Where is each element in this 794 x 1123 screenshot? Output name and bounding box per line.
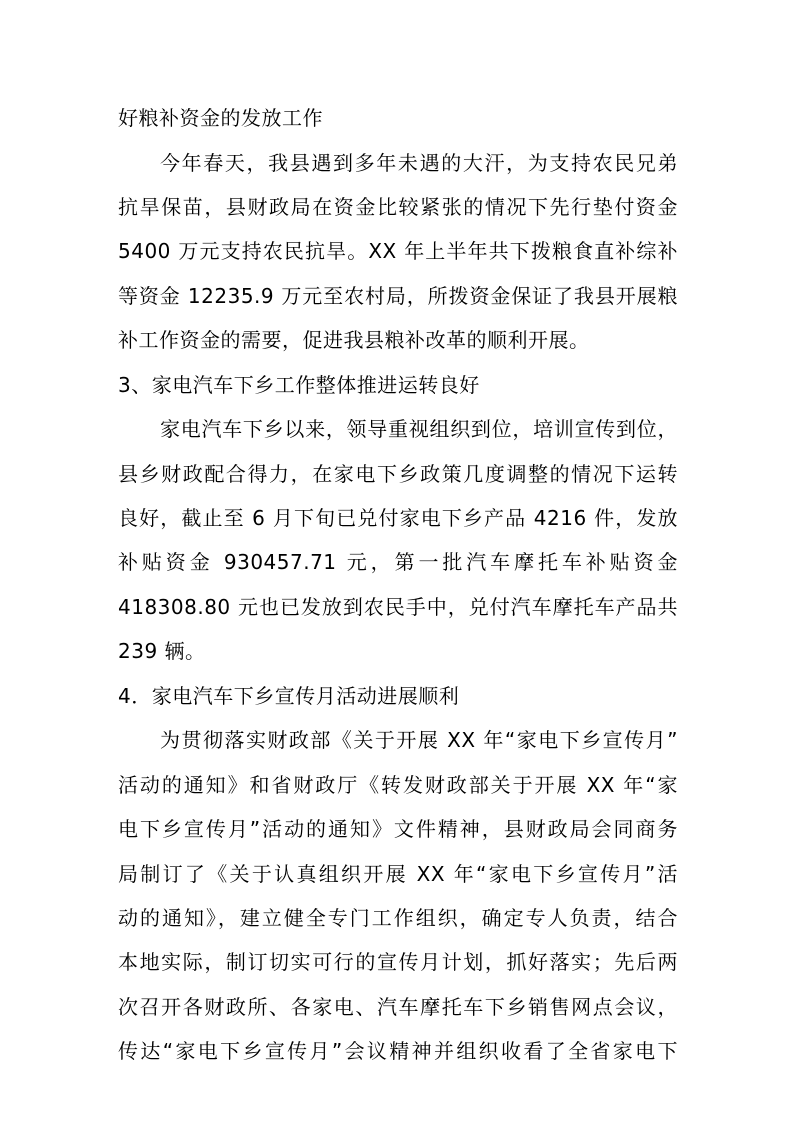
- text-line: 今年春天，我县遇到多年未遇的大汗，为支持农民兄弟: [160, 151, 678, 175]
- text-line: 良好，截止至 6 月下旬已兑付家电下乡产品 4216 件，发放: [118, 506, 678, 530]
- text-line: 县乡财政配合得力，在家电下乡政策几度调整的情况下运转: [118, 462, 678, 486]
- text-line: 家电汽车下乡以来，领导重视组织到位，培训宣传到位，: [160, 417, 678, 441]
- text-line: 418308.80 元也已发放到农民手中，兑付汽车摩托车产品共: [118, 595, 678, 619]
- section-heading: 3、家电汽车下乡工作整体推进运转良好: [118, 373, 480, 397]
- text-line: 本地实际，制订切实可行的宣传月计划，抓好落实；先后两: [118, 950, 678, 974]
- text-line: 抗旱保苗，县财政局在资金比较紧张的情况下先行垫付资金: [118, 195, 678, 219]
- text-line: 传达“家电下乡宣传月”会议精神并组织收看了全省家电下: [118, 1039, 678, 1063]
- section-heading: 4．家电汽车下乡宣传月活动进展顺利: [118, 684, 460, 708]
- text-line: 补贴资金 930457.71 元，第一批汽车摩托车补贴资金: [118, 550, 678, 574]
- text-line: 为贯彻落实财政部《关于开展 XX 年“家电下乡宣传月”: [160, 728, 678, 752]
- text-line: 电下乡宣传月”活动的通知》文件精神，县财政局会同商务: [118, 817, 678, 841]
- text-line: 好粮补资金的发放工作: [118, 106, 323, 130]
- text-line: 补工作资金的需要，促进我县粮补改革的顺利开展。: [118, 328, 590, 352]
- text-line: 5400 万元支持农民抗旱。XX 年上半年共下拨粮食直补综补: [118, 239, 678, 263]
- text-line: 次召开各财政所、各家电、汽车摩托车下乡销售网点会议，: [118, 995, 678, 1019]
- text-line: 239 辆。: [118, 639, 206, 663]
- text-line: 动的通知》，建立健全专门工作组织，确定专人负责，结合: [118, 906, 678, 930]
- text-line: 活动的通知》和省财政厅《转发财政部关于开展 XX 年“家: [118, 773, 678, 797]
- text-line: 局制订了《关于认真组织开展 XX 年“家电下乡宣传月”活: [118, 862, 678, 886]
- text-line: 等资金 12235.9 万元至农村局，所拨资金保证了我县开展粮: [118, 284, 678, 308]
